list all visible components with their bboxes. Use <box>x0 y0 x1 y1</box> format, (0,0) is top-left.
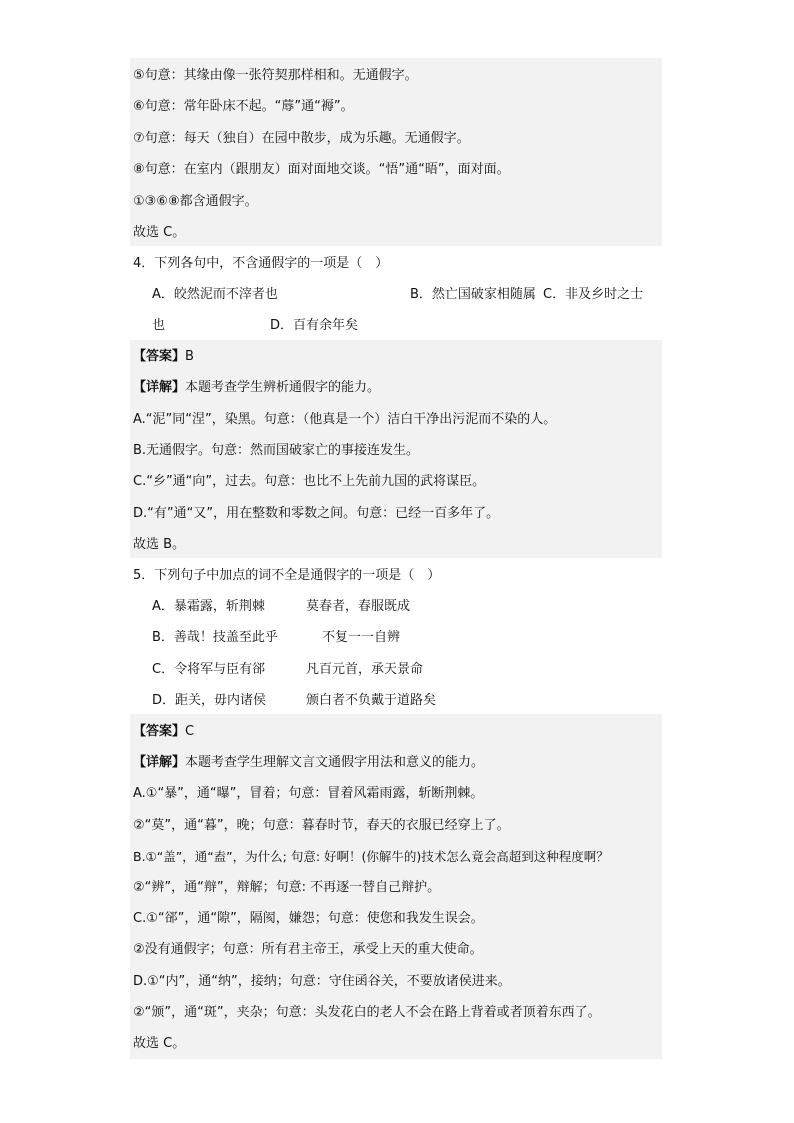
final-answer: 故选 C。 <box>133 225 186 240</box>
answer-block-shade <box>130 58 662 246</box>
explanation-line: A.“泥”同“涅”，染黑。句意：（他真是一个）洁白干净出污泥而不染的人。 <box>133 412 557 427</box>
explanation-line: C.①“郤”，通“隙”，隔阂，嫌怨；句意：使您和我发生误会。 <box>133 911 484 926</box>
explanation-line: D.①“内”，通“纳”，接纳；句意：守住函谷关，不要放诸侯进来。 <box>133 974 511 989</box>
option-d-part1: D．距关，毋内诸侯 <box>152 693 267 708</box>
explanation-line: A.①“暴”，通“曝”，冒着；句意：冒着风霜雨露，斩断荆棘。 <box>133 786 484 801</box>
explanation-line: ②“辨”，通“辩”，辩解；句意: 不再逐一替自己辩护。 <box>133 880 441 895</box>
detail-tag: 【详解】 <box>133 380 186 395</box>
option-b-part1: B．善哉！技盖至此乎 <box>152 630 278 645</box>
answer-line <box>133 348 194 366</box>
question-stem: 5．下列句子中加点的词不全是通假字的一项是（ ） <box>133 568 441 583</box>
detail-tag: 【详解】 <box>133 755 186 770</box>
explanation-line: ⑤句意：其缘由像一张符契那样相和。无通假字。 <box>133 68 418 83</box>
explanation-line: ②“颁”，通“斑”，夹杂；句意：头发花白的老人不会在路上背着或者顶着东西了。 <box>133 1005 601 1020</box>
question-stem: 4．下列各句中，不含通假字的一项是（ ） <box>133 256 389 271</box>
final-answer: 故选 B。 <box>133 537 186 552</box>
option-c-part1: C．令将军与臣有郤 <box>152 662 266 677</box>
detail-text: 本题考查学生理解文言文通假字用法和意义的能力。 <box>185 755 485 770</box>
option-d: D．百有余年矣 <box>270 318 359 333</box>
explanation-line: ⑦句意：每天（独自）在园中散步，成为乐趣。无通假字。 <box>133 131 470 146</box>
option-d-part2: 颁白者不负戴于道路矣 <box>306 693 437 708</box>
explanation-line: ⑥句意：常年卧床不起。“蓐”通“褥”。 <box>133 99 354 114</box>
final-answer: 故选 C。 <box>133 1036 186 1051</box>
option-c-continued: 也 <box>152 318 166 333</box>
answer-line <box>133 723 194 741</box>
explanation-line: B.无通假字。句意：然而国破家亡的事接连发生。 <box>133 443 420 458</box>
option-b-part2: 不复一一自辨 <box>322 630 401 645</box>
option-a: A．皎然泥而不滓者也 <box>152 287 278 302</box>
explanation-line: ①③⑥⑧都含通假字。 <box>133 194 258 209</box>
option-c: C．非及乡时之士 <box>543 287 644 302</box>
explanation-line: ②“莫”，通“暮”，晚；句意：暮春时节，春天的衣服已经穿上了。 <box>133 818 510 833</box>
option-b: B．然亡国破家相随属 <box>410 287 536 302</box>
option-a-part2: 莫春者，春服既成 <box>306 599 411 614</box>
detail-line <box>133 379 380 397</box>
explanation-line: ②没有通假字；句意：所有君主帝王，承受上天的重大使命。 <box>133 942 483 957</box>
option-a-part1: A．暴霜露，斩荆棘 <box>152 599 265 614</box>
explanation-line: ⑧句意：在室内（跟朋友）面对面地交谈。“悟”通“晤”，面对面。 <box>133 162 510 177</box>
detail-text: 本题考查学生辨析通假字的能力。 <box>185 380 381 395</box>
explanation-line: B.①“盖”，通“盍”，为什么; 句意: 好啊！(你解牛的)技术怎么竟会高超到这种程度啊？ <box>133 849 609 864</box>
detail-line <box>133 754 484 772</box>
answer-tag: 【答案】 <box>133 724 186 739</box>
option-c-part2: 凡百元首，承天景命 <box>306 662 424 677</box>
answer-value: B <box>185 349 194 364</box>
answer-value: C <box>185 724 195 739</box>
explanation-line: C.“乡”通“向”，过去。句意：也比不上先前九国的武将谋臣。 <box>133 474 486 489</box>
explanation-line: D.“有”通“又”，用在整数和零数之间。句意：已经一百多年了。 <box>133 506 500 521</box>
answer-tag: 【答案】 <box>133 349 186 364</box>
